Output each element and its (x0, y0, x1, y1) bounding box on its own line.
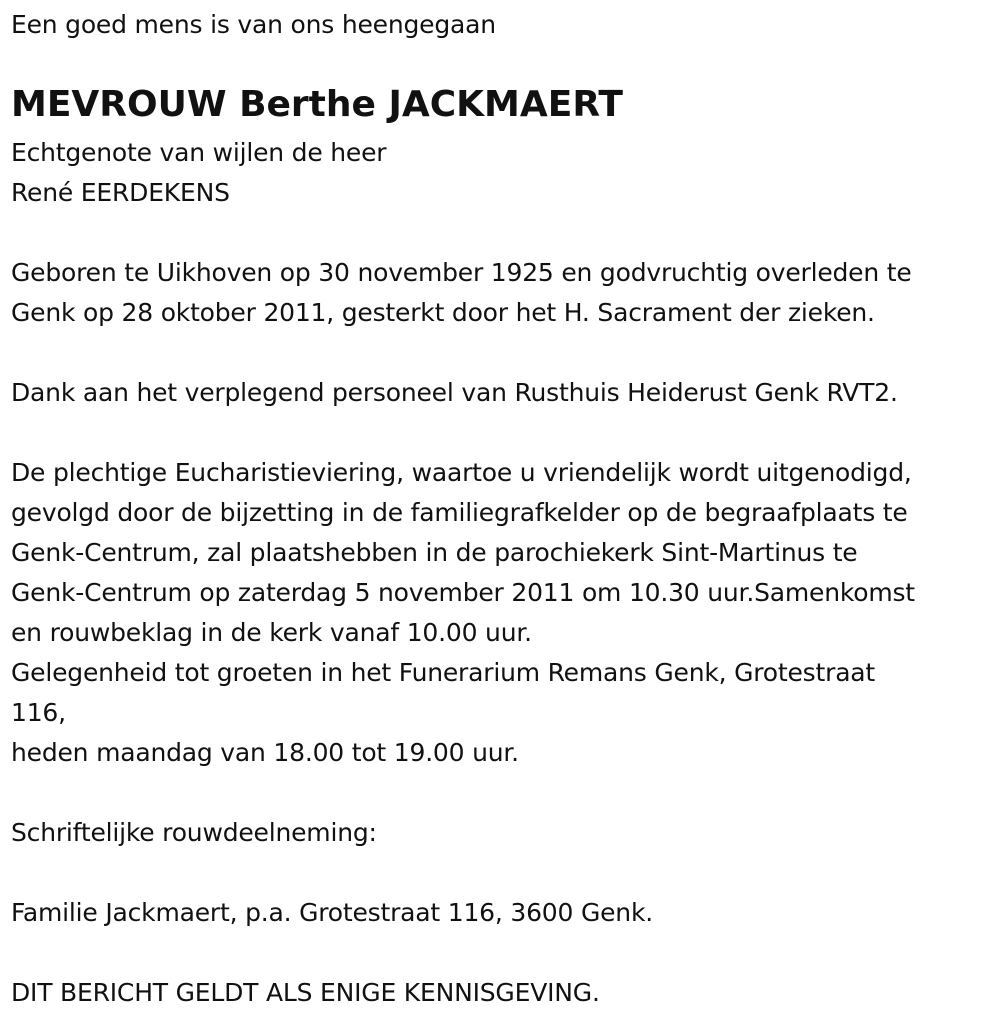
ceremony-line-6: Gelegenheid tot groeten in het Funerarium Remans Genk, Grotestraat (11, 658, 876, 687)
condolences-section (11, 813, 377, 853)
spouse-section (11, 133, 386, 213)
ceremony-line-8: heden maandag van 18.00 tot 19.00 uur. (11, 738, 519, 767)
birth-death-line-1: Geboren te Uikhoven op 30 november 1925 en godvruchtig overleden te (11, 258, 912, 287)
ceremony-line-7: 116, (11, 698, 66, 727)
notice-section (11, 973, 600, 1013)
deceased-name: MEVROUW Berthe JACKMAERT (11, 84, 623, 125)
ceremony-line-3: Genk-Centrum, zal plaatshebben in de parochiekerk Sint-Martinus te (11, 538, 858, 567)
thanks-section (11, 373, 898, 413)
intro-line: Een goed mens is van ons heengegaan (11, 10, 496, 39)
official-notice: DIT BERICHT GELDT ALS ENIGE KENNISGEVING. (11, 978, 600, 1007)
ceremony-section (11, 453, 915, 773)
family-address: Familie Jackmaert, p.a. Grotestraat 116, 3600 Genk. (11, 898, 653, 927)
spouse-line-1: Echtgenote van wijlen de heer (11, 138, 387, 167)
thanks-line: Dank aan het verplegend personeel van Rusthuis Heiderust Genk RVT2. (11, 378, 898, 407)
spouse-name: René EERDEKENS (11, 178, 230, 207)
birth-death-line-2: Genk op 28 oktober 2011, gesterkt door het H. Sacrament der zieken. (11, 298, 875, 327)
ceremony-line-5: en rouwbeklag in de kerk vanaf 10.00 uur. (11, 618, 532, 647)
ceremony-line-1: De plechtige Eucharistieviering, waartoe u vriendelijk wordt uitgenodigd, (11, 458, 912, 487)
condolences-label: Schriftelijke rouwdeelneming: (11, 818, 377, 847)
ceremony-line-2: gevolgd door de bijzetting in de familiegrafkelder op de begraafplaats te (11, 498, 908, 527)
birth-death-section (11, 253, 912, 333)
ceremony-line-4: Genk-Centrum op zaterdag 5 november 2011 om 10.30 uur.Samenkomst (11, 578, 915, 607)
family-address-section (11, 893, 653, 933)
